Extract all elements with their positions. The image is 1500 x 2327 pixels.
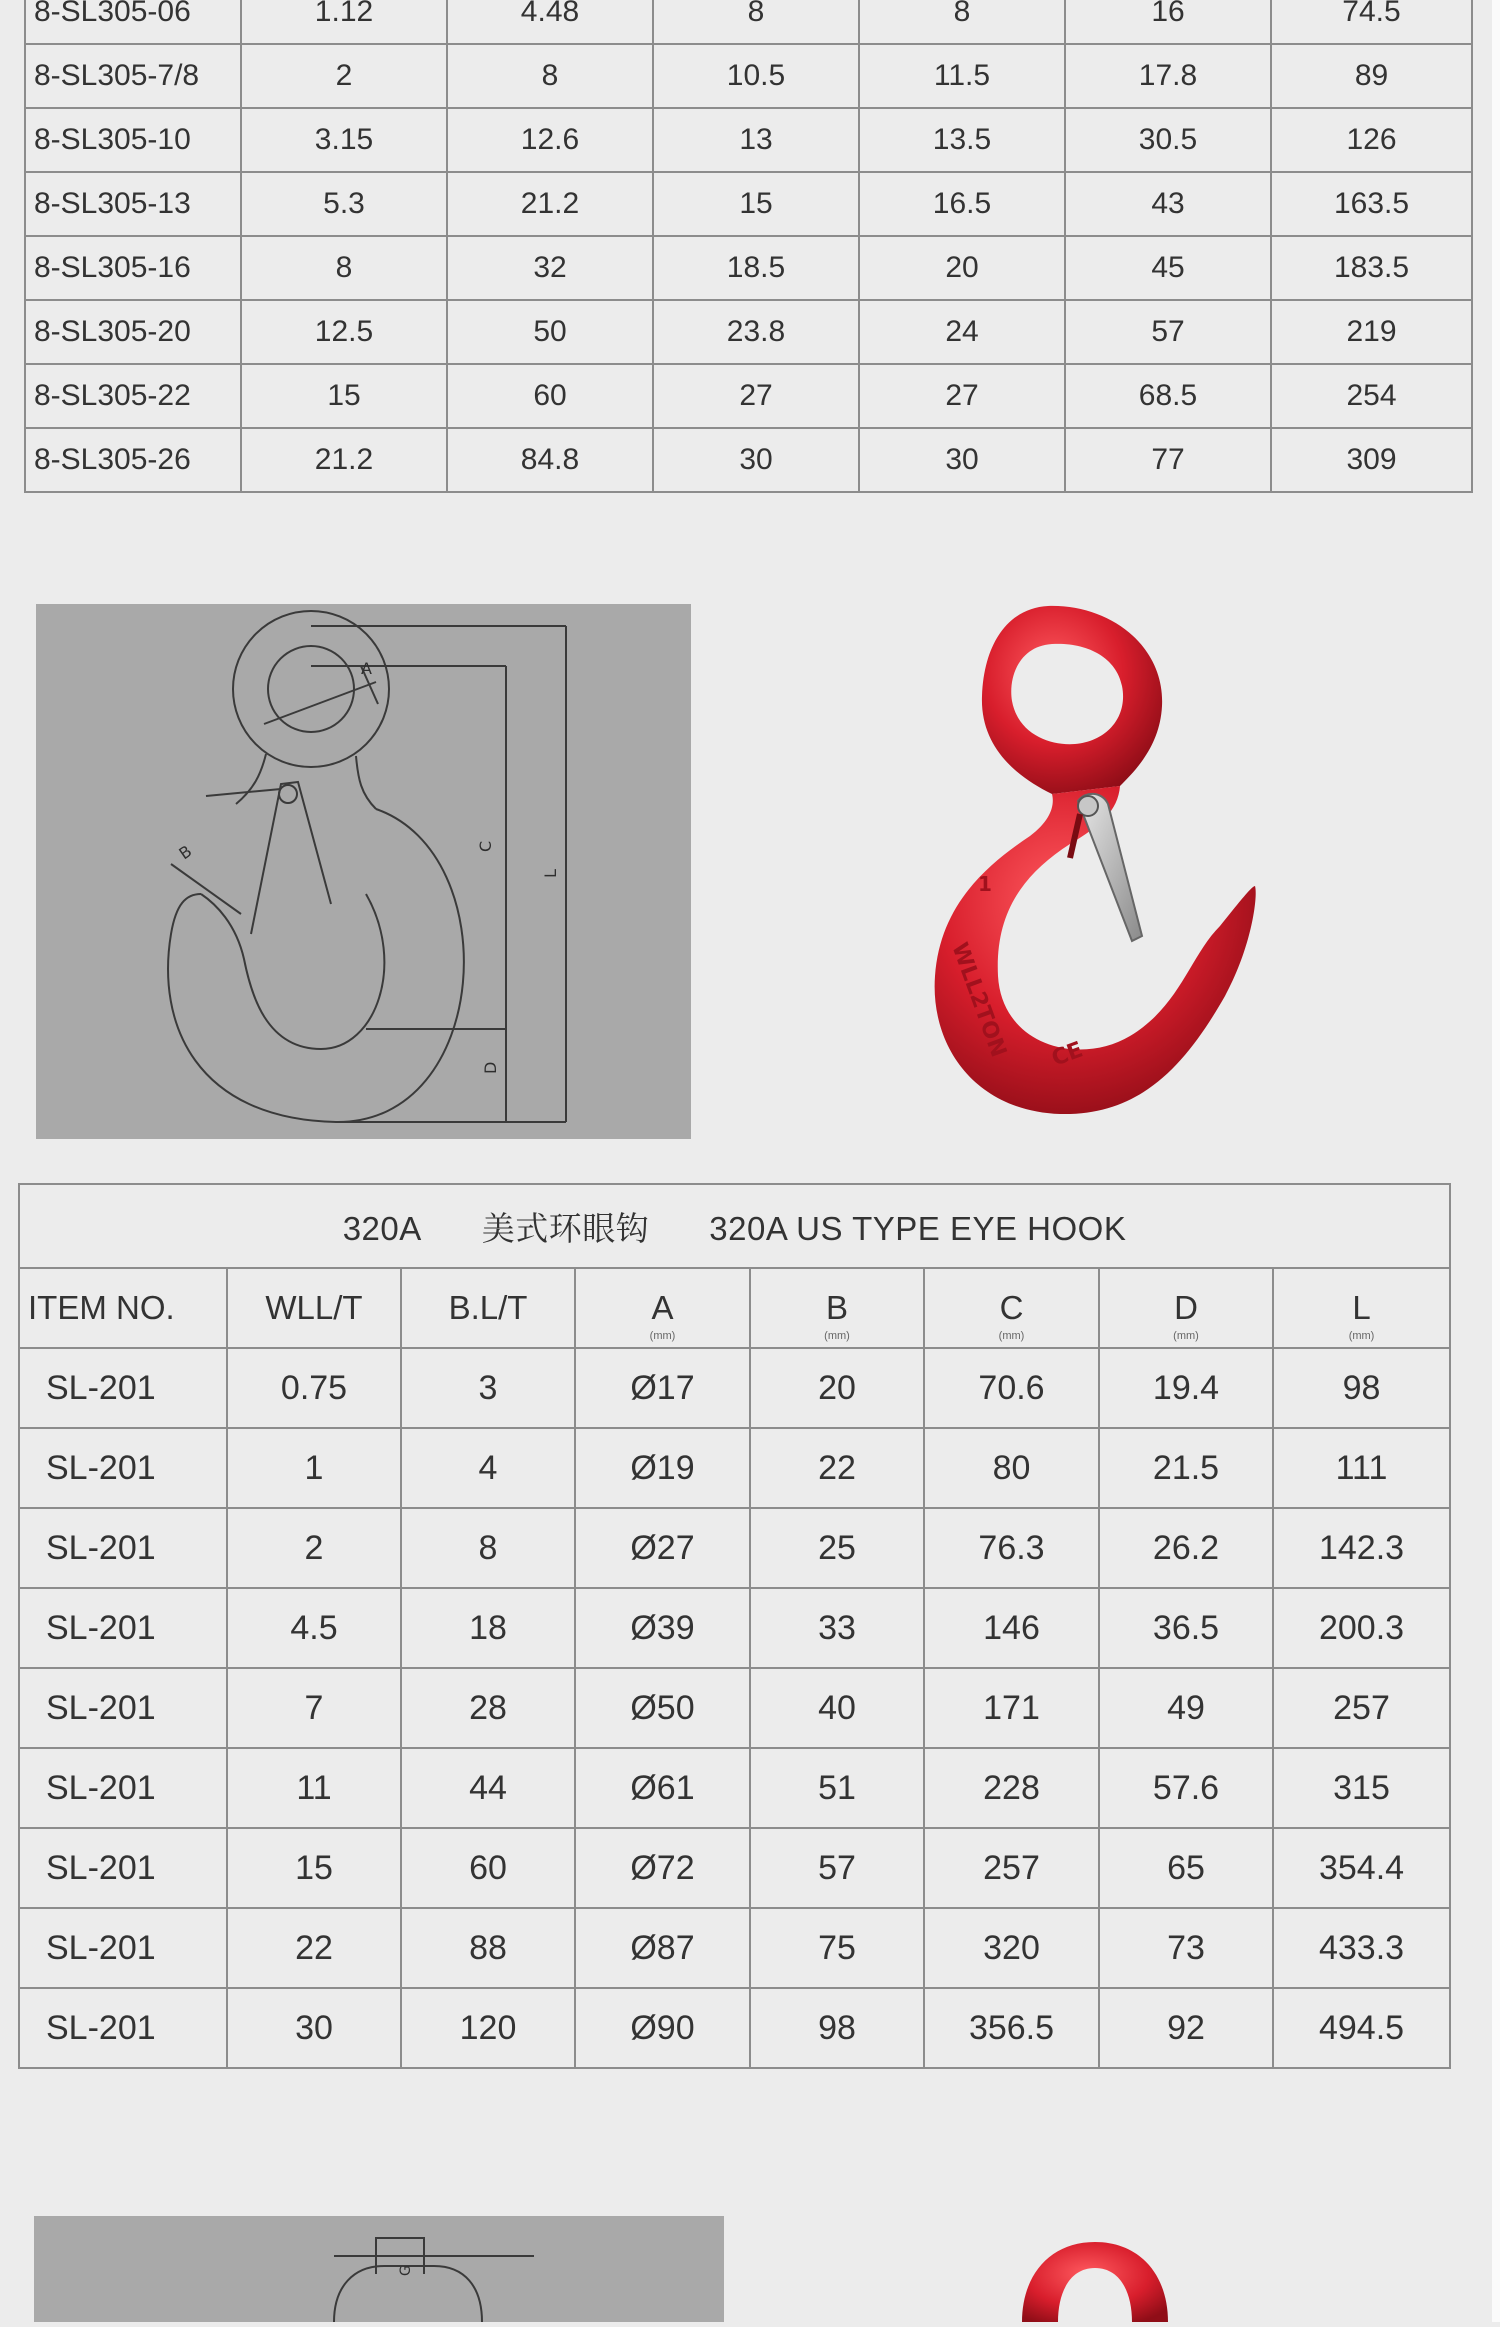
item-number-cell: 8-SL305-13	[25, 172, 241, 236]
column-header	[401, 1268, 575, 1348]
table-cell: 32	[447, 236, 653, 300]
table-row	[19, 1828, 1450, 1908]
table-row	[25, 428, 1472, 492]
item-number-cell: 8-SL305-06	[25, 0, 241, 44]
table-title-row	[19, 1184, 1450, 1268]
table-row	[25, 44, 1472, 108]
table-row	[19, 1908, 1450, 1988]
table-cell: 356.5	[924, 1988, 1099, 2068]
table-cell: 30	[227, 1988, 401, 2068]
table-cell: 75	[750, 1908, 924, 1988]
hook-outer-curve	[168, 809, 464, 1122]
table-cell: 57.6	[1099, 1748, 1273, 1828]
table-cell: 25	[750, 1508, 924, 1588]
table-cell: 92	[1099, 1988, 1273, 2068]
table-cell: 433.3	[1273, 1908, 1450, 1988]
table-cell: 84.8	[447, 428, 653, 492]
table-cell: Ø27	[575, 1508, 750, 1588]
column-header-label: B	[825, 1289, 848, 1326]
table-cell: 24	[859, 300, 1065, 364]
column-header	[750, 1268, 924, 1348]
item-number-cell: 8-SL305-22	[25, 364, 241, 428]
table-cell: 7	[227, 1668, 401, 1748]
table-cell: 2	[241, 44, 447, 108]
table-cell: 3	[401, 1348, 575, 1428]
table-cell: 8	[447, 44, 653, 108]
table-cell: 257	[1273, 1668, 1450, 1748]
table-cell: 89	[1271, 44, 1472, 108]
table-cell: Ø72	[575, 1828, 750, 1908]
table-cell: 12.6	[447, 108, 653, 172]
table-cell: 88	[401, 1908, 575, 1988]
table-cell: 126	[1271, 108, 1472, 172]
dimension-b-ext	[206, 789, 281, 796]
red-hook-photo-2	[1010, 2240, 1180, 2322]
table-cell: 51	[750, 1748, 924, 1828]
item-number-cell: SL-201	[19, 1988, 227, 2068]
table-cell: 3.15	[241, 108, 447, 172]
label-l: L	[541, 869, 560, 878]
table-cell: 171	[924, 1668, 1099, 1748]
table-row	[25, 108, 1472, 172]
table-cell: 21.2	[241, 428, 447, 492]
table-cell: 77	[1065, 428, 1271, 492]
table-cell: 120	[401, 1988, 575, 2068]
item-number-cell: SL-201	[19, 1508, 227, 1588]
table-row	[19, 1428, 1450, 1508]
table-cell: 15	[227, 1828, 401, 1908]
table-cell: 36.5	[1099, 1588, 1273, 1668]
table-cell: 15	[653, 172, 859, 236]
table-cell: 57	[1065, 300, 1271, 364]
table-cell: 5.3	[241, 172, 447, 236]
table-cell: Ø87	[575, 1908, 750, 1988]
table-cell: 309	[1271, 428, 1472, 492]
table-cell: 27	[859, 364, 1065, 428]
item-number-cell: SL-201	[19, 1668, 227, 1748]
table-cell: 254	[1271, 364, 1472, 428]
table-cell: 494.5	[1273, 1988, 1450, 2068]
table-cell: 11.5	[859, 44, 1065, 108]
hook-shank-right	[356, 756, 376, 809]
table-cell: 20	[859, 236, 1065, 300]
item-number-cell: SL-201	[19, 1748, 227, 1828]
column-header	[227, 1268, 401, 1348]
column-header	[924, 1268, 1099, 1348]
table-cell: 20	[750, 1348, 924, 1428]
table-cell: 320	[924, 1908, 1099, 1988]
table-cell: 257	[924, 1828, 1099, 1908]
table-cell: 10.5	[653, 44, 859, 108]
table-cell: 11	[227, 1748, 401, 1828]
hook-marking-num: 1	[978, 872, 992, 896]
latch-pivot	[279, 785, 297, 803]
column-header	[1273, 1268, 1450, 1348]
column-unit: (mm)	[998, 1330, 1025, 1342]
table-cell: 146	[924, 1588, 1099, 1668]
table-cell: 30	[859, 428, 1065, 492]
table-cell: 45	[1065, 236, 1271, 300]
table-cell: Ø90	[575, 1988, 750, 2068]
table-row	[19, 1988, 1450, 2068]
item-number-cell: 8-SL305-20	[25, 300, 241, 364]
column-unit: (mm)	[649, 1330, 676, 1342]
table-title	[19, 1184, 1450, 1268]
table-row	[25, 236, 1472, 300]
eye-inner-outline	[268, 646, 354, 732]
table-cell: 33	[750, 1588, 924, 1668]
table-row	[19, 1348, 1450, 1428]
column-header-label: ITEM NO.	[28, 1289, 175, 1326]
table-row	[25, 300, 1472, 364]
label-a: A	[361, 659, 372, 678]
column-header-label: L	[1352, 1289, 1371, 1326]
label-d: D	[481, 1061, 500, 1074]
spec-table-320a	[18, 1183, 1451, 2069]
title-code: 320A	[342, 1209, 422, 1247]
table-header-row	[19, 1268, 1450, 1348]
table-cell: 28	[401, 1668, 575, 1748]
red-eye-hook-svg	[880, 596, 1260, 1126]
table-cell: 8	[241, 236, 447, 300]
table-row	[19, 1588, 1450, 1668]
table-cell: 23.8	[653, 300, 859, 364]
table-cell: 65	[1099, 1828, 1273, 1908]
item-number-cell: SL-201	[19, 1908, 227, 1988]
table-cell: Ø50	[575, 1668, 750, 1748]
item-number-cell: 8-SL305-10	[25, 108, 241, 172]
table-cell: 30.5	[1065, 108, 1271, 172]
label-c: C	[476, 840, 495, 852]
red-eye-hook-photo	[880, 596, 1260, 1126]
column-unit: (mm)	[1348, 1330, 1375, 1342]
item-number-cell: SL-201	[19, 1348, 227, 1428]
table-cell: 26.2	[1099, 1508, 1273, 1588]
table-cell: 60	[447, 364, 653, 428]
table-cell: 15	[241, 364, 447, 428]
table-cell: 27	[653, 364, 859, 428]
column-header	[19, 1268, 227, 1348]
table-cell: 163.5	[1271, 172, 1472, 236]
table-cell: 354.4	[1273, 1828, 1450, 1908]
table-row	[25, 364, 1472, 428]
table-cell: 315	[1273, 1748, 1450, 1828]
table-cell: 142.3	[1273, 1508, 1450, 1588]
hook-inner-curve	[201, 894, 384, 1049]
table-cell: 98	[750, 1988, 924, 2068]
table-row	[19, 1508, 1450, 1588]
table-cell: 57	[750, 1828, 924, 1908]
table-cell: 200.3	[1273, 1588, 1450, 1668]
hook2-label-g: G	[398, 2265, 414, 2276]
item-number-cell: SL-201	[19, 1828, 227, 1908]
table-cell: 21.5	[1099, 1428, 1273, 1508]
table-cell: 183.5	[1271, 236, 1472, 300]
table-cell: 4.48	[447, 0, 653, 44]
column-header-label: D	[1174, 1289, 1198, 1326]
hook-marking-wll: WLL2TON	[946, 939, 1011, 1061]
table-cell: 68.5	[1065, 364, 1271, 428]
table-row	[25, 0, 1472, 44]
column-header	[1099, 1268, 1273, 1348]
column-header-label: WLL/T	[265, 1289, 363, 1326]
table-cell: 74.5	[1271, 0, 1472, 44]
hook-shank-left	[236, 754, 266, 804]
table-row	[19, 1748, 1450, 1828]
spec-table-sl305	[24, 0, 1473, 493]
table-cell: 43	[1065, 172, 1271, 236]
table-cell: 19.4	[1099, 1348, 1273, 1428]
table-cell: 22	[750, 1428, 924, 1508]
table-row	[25, 172, 1472, 236]
table-cell: 18.5	[653, 236, 859, 300]
title-cn: 美式环眼钩	[481, 1209, 650, 1247]
table-cell: 16.5	[859, 172, 1065, 236]
table-cell: Ø17	[575, 1348, 750, 1428]
dimension-a-line	[264, 682, 376, 724]
table-row	[19, 1668, 1450, 1748]
eye-hook-drawing-svg	[36, 604, 691, 1139]
table-cell: 40	[750, 1668, 924, 1748]
table-cell: 80	[924, 1428, 1099, 1508]
hook-eye-ring	[982, 606, 1162, 794]
item-number-cell: SL-201	[19, 1588, 227, 1668]
latch-pin	[1078, 796, 1098, 816]
latch-outline	[251, 782, 331, 934]
table-cell: Ø39	[575, 1588, 750, 1668]
table-cell: 21.2	[447, 172, 653, 236]
dimension-b-line	[171, 864, 241, 914]
item-number-cell: 8-SL305-16	[25, 236, 241, 300]
table-cell: 219	[1271, 300, 1472, 364]
column-header-label: C	[999, 1289, 1024, 1326]
table-cell: 2	[227, 1508, 401, 1588]
table-cell: Ø19	[575, 1428, 750, 1508]
table-cell: 44	[401, 1748, 575, 1828]
table-cell: 8	[401, 1508, 575, 1588]
table-cell: 4.5	[227, 1588, 401, 1668]
table-cell: 76.3	[924, 1508, 1099, 1588]
table-cell: 12.5	[241, 300, 447, 364]
table-cell: Ø61	[575, 1748, 750, 1828]
item-number-cell: 8-SL305-26	[25, 428, 241, 492]
label-b: B	[175, 841, 196, 864]
eye-hook-technical-drawing	[36, 604, 691, 1139]
table-cell: 30	[653, 428, 859, 492]
table-cell: 16	[1065, 0, 1271, 44]
table-cell: 50	[447, 300, 653, 364]
hook2-eye-ring	[1022, 2242, 1168, 2322]
table-cell: 73	[1099, 1908, 1273, 1988]
table-cell: 98	[1273, 1348, 1450, 1428]
table-cell: 18	[401, 1588, 575, 1668]
hook-drawing-2-svg	[34, 2216, 724, 2322]
item-number-cell: 8-SL305-7/8	[25, 44, 241, 108]
table-cell: 228	[924, 1748, 1099, 1828]
table-cell: 111	[1273, 1428, 1450, 1508]
column-header-label: B.L/T	[448, 1289, 528, 1326]
table-cell: 60	[401, 1828, 575, 1908]
hook-marking-ce: CE	[1048, 1037, 1087, 1072]
table-cell: 4	[401, 1428, 575, 1508]
table-cell: 0.75	[227, 1348, 401, 1428]
table-cell: 22	[227, 1908, 401, 1988]
title-en: 320A US TYPE EYE HOOK	[709, 1209, 1127, 1247]
hook2-pin-box	[376, 2238, 424, 2256]
table-cell: 13.5	[859, 108, 1065, 172]
table-cell: 8	[859, 0, 1065, 44]
hook-technical-drawing-2	[34, 2216, 724, 2322]
eye-outer-outline	[233, 611, 389, 767]
item-number-cell: SL-201	[19, 1428, 227, 1508]
table-cell: 13	[653, 108, 859, 172]
column-header-label: A	[651, 1289, 674, 1326]
red-hook-2-svg	[1010, 2240, 1180, 2322]
column-unit: (mm)	[1173, 1330, 1199, 1342]
table-cell: 49	[1099, 1668, 1273, 1748]
table-cell: 17.8	[1065, 44, 1271, 108]
column-unit: (mm)	[824, 1330, 850, 1342]
table-cell: 70.6	[924, 1348, 1099, 1428]
table-cell: 1	[227, 1428, 401, 1508]
column-header	[575, 1268, 750, 1348]
table-cell: 8	[653, 0, 859, 44]
table-cell: 1.12	[241, 0, 447, 44]
page-edge	[1492, 0, 1500, 2322]
